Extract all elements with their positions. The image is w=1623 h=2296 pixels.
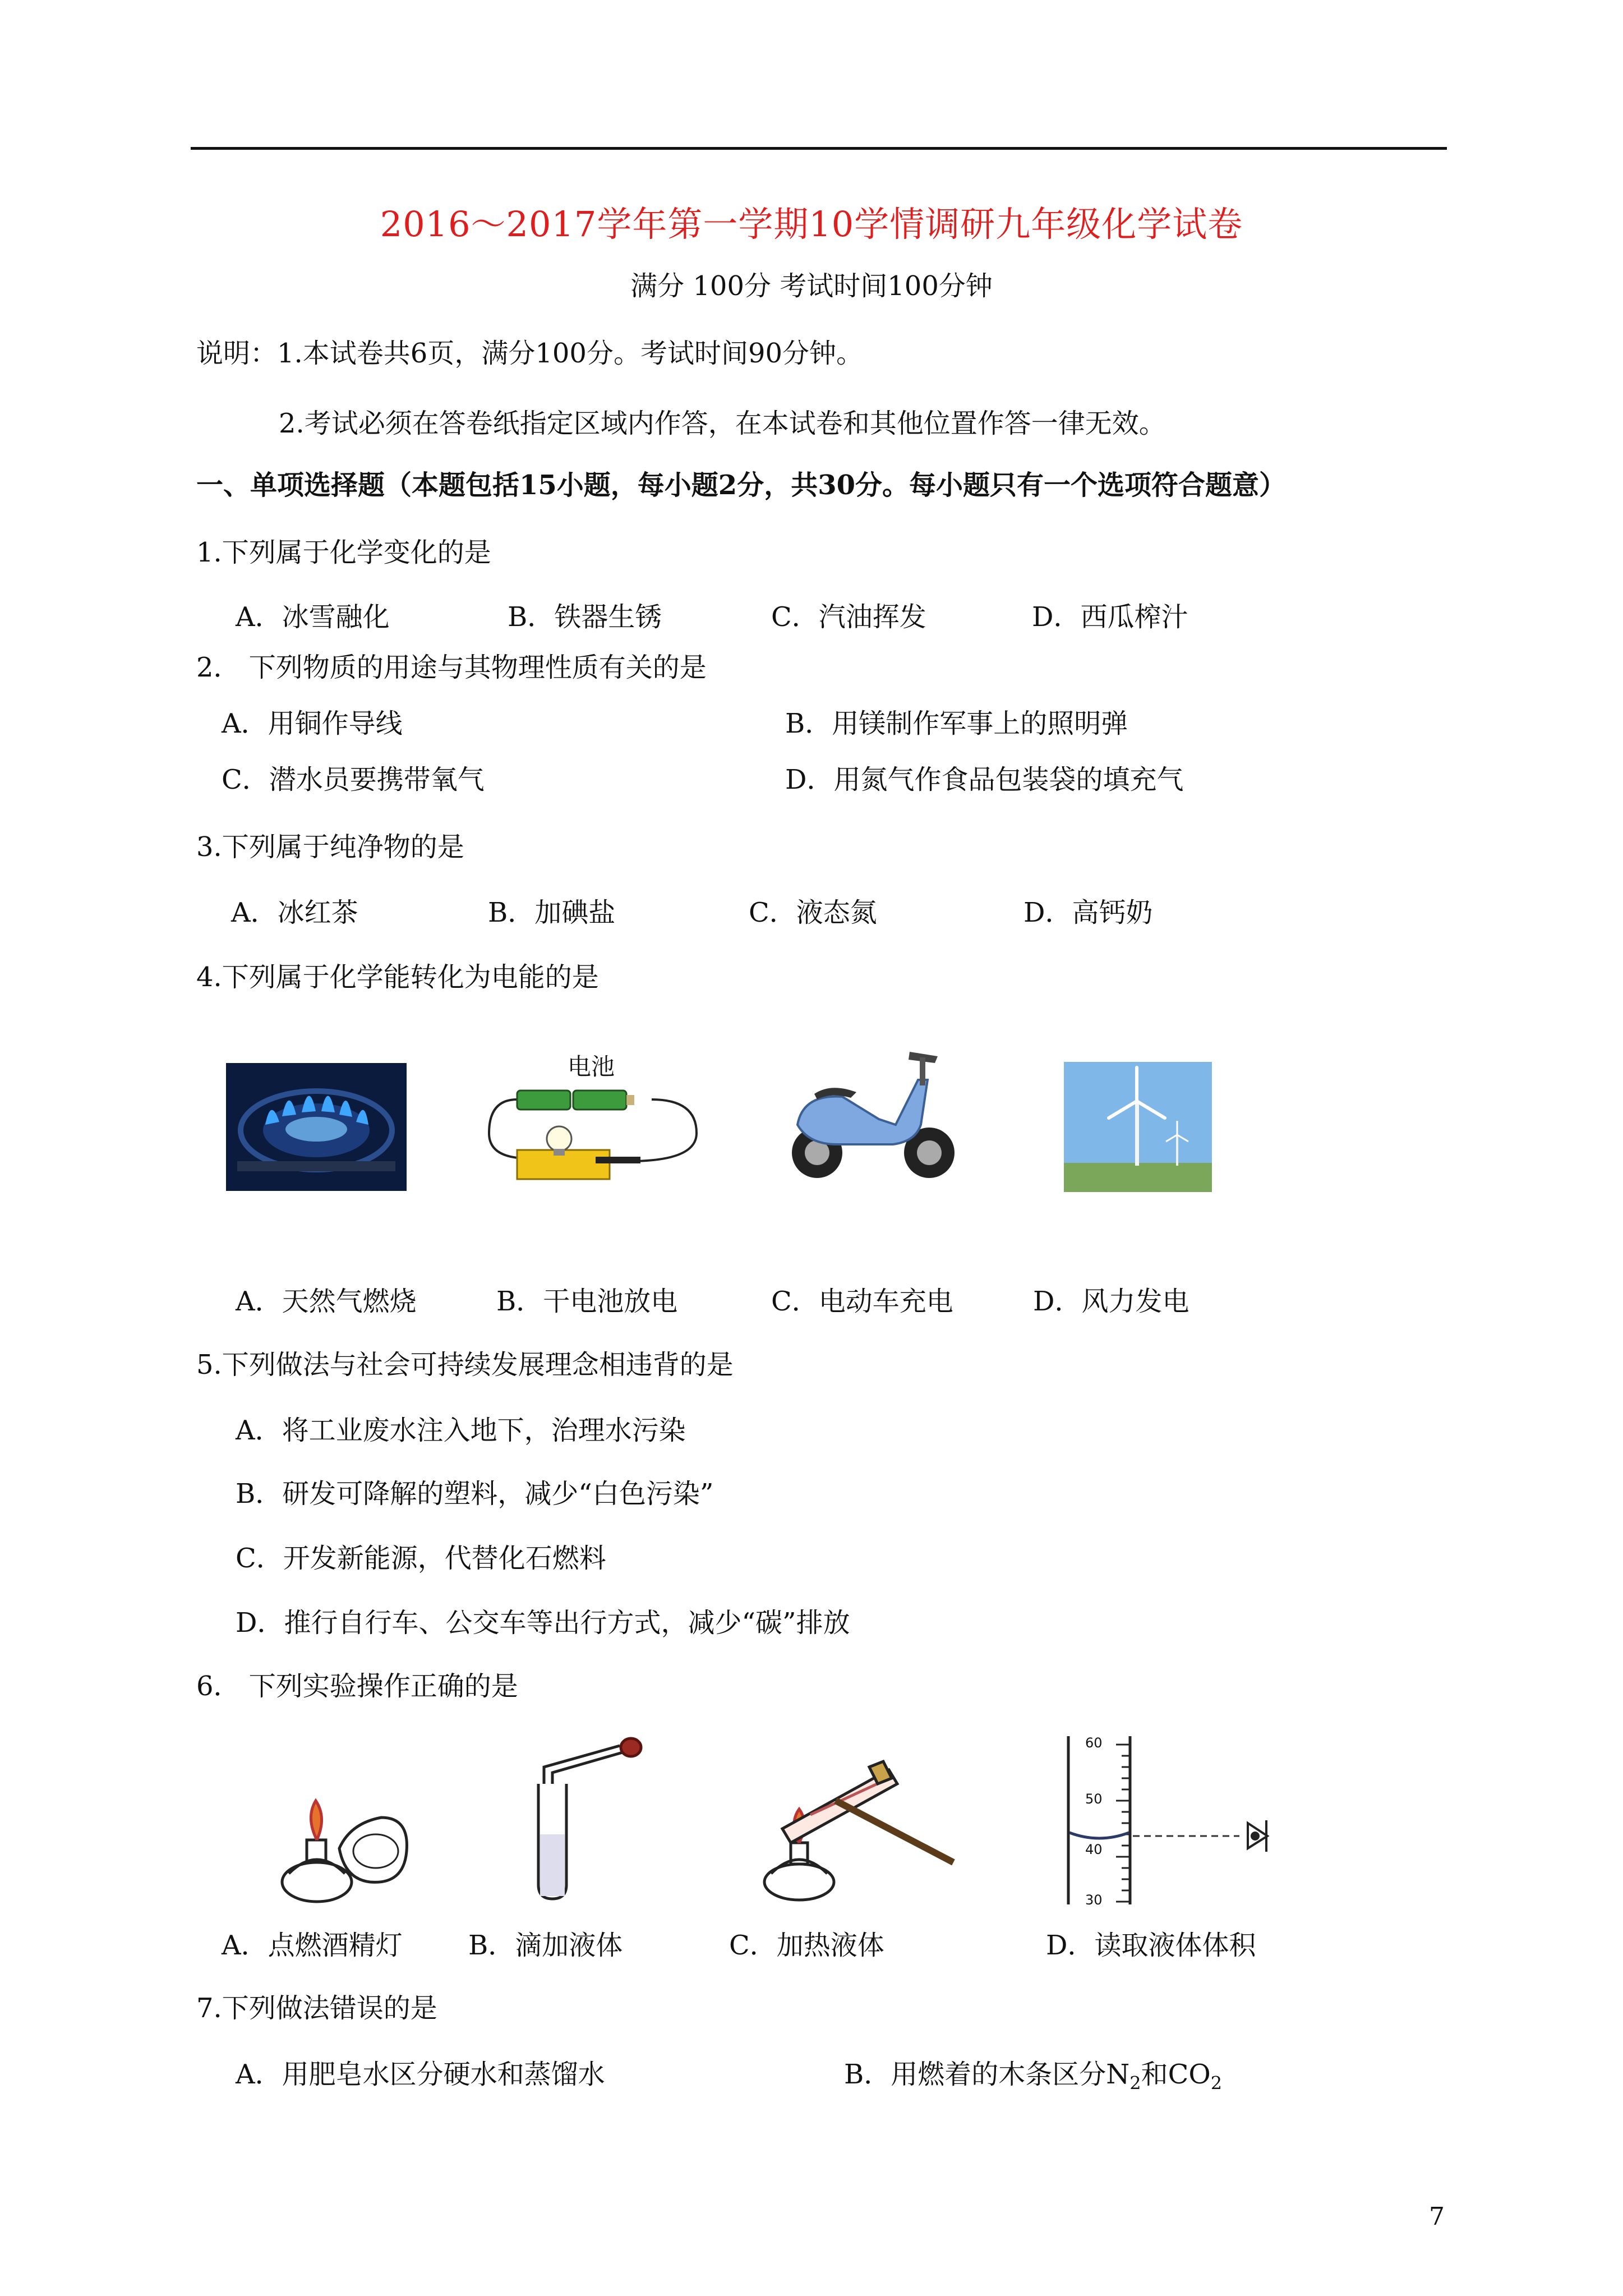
question-stem: 5.下列做法与社会可持续发展理念相违背的是: [196, 1349, 734, 1381]
question-stem: 1.下列属于化学变化的是: [196, 537, 491, 568]
option-c: C．开发新能源，代替化石燃料: [236, 1543, 606, 1574]
gas-stove-flame-image: [226, 1063, 407, 1191]
option-a: A．用铜作导线: [222, 708, 403, 739]
option-c: C．加热液体: [729, 1930, 884, 1961]
option-b: [844, 2058, 1222, 2100]
question-stem: 6． 下列实验操作正确的是: [196, 1671, 518, 1702]
subscript: 2: [1210, 2072, 1223, 2094]
scale-label: 50: [1085, 1791, 1103, 1807]
scale-label: 30: [1085, 1892, 1103, 1908]
question-stem: 2． 下列物质的用途与其物理性质有关的是: [196, 652, 707, 683]
option-c: C．汽油挥发: [771, 601, 926, 633]
option-a: A．用肥皂水区分硬水和蒸馏水: [236, 2059, 605, 2090]
option-c: C．液态氮: [749, 897, 877, 928]
subscript: 2: [1129, 2072, 1141, 2094]
option-b-text: B．用燃着的木条区分N: [844, 2059, 1130, 2090]
scale-label: 40: [1085, 1842, 1103, 1857]
option-b: B．研发可降解的塑料，减少“白色污染”: [236, 1478, 714, 1510]
reading-liquid-volume-image: [1054, 1736, 1290, 1916]
option-d: D．高钙奶: [1023, 897, 1153, 928]
option-c: C．电动车充电: [771, 1286, 953, 1317]
question-stem: 3.下列属于纯净物的是: [196, 831, 464, 863]
option-d: D．推行自行车、公交车等出行方式，减少“碳”排放: [236, 1607, 850, 1639]
page-number: 7: [1429, 2202, 1445, 2231]
option-d: D．风力发电: [1033, 1286, 1189, 1317]
option-b: B．用镁制作军事上的照明弹: [785, 708, 1128, 739]
dropping-liquid-image: [524, 1733, 648, 1902]
note-1: 说明：1.本试卷共6页，满分100分。考试时间90分钟。: [196, 338, 864, 369]
question-stem: 4.下列属于化学能转化为电能的是: [196, 961, 599, 993]
page-title: 2016～2017学年第一学期10学情调研九年级化学试卷: [380, 204, 1243, 245]
option-d: D．西瓜榨汁: [1032, 601, 1188, 633]
option-b: B．铁器生锈: [508, 601, 662, 633]
option-b: B．干电池放电: [496, 1286, 678, 1317]
option-b: B．滴加液体: [468, 1930, 623, 1961]
note-2: 2.考试必须在答卷纸指定区域内作答，在本试卷和其他位置作答一律无效。: [279, 408, 1166, 439]
heating-liquid-image: [749, 1745, 962, 1907]
scale-label: 60: [1085, 1735, 1103, 1751]
option-a: A．点燃酒精灯: [222, 1930, 403, 1961]
option-b: B．加碘盐: [488, 897, 616, 928]
option-c: C．潜水员要携带氧气: [222, 764, 485, 795]
option-b-text-2: 和CO: [1141, 2059, 1211, 2090]
option-d: D．用氮气作食品包装袋的填充气: [785, 764, 1184, 795]
battery-label: 电池: [568, 1053, 615, 1080]
option-a: A．冰雪融化: [236, 601, 390, 633]
electric-scooter-image: [781, 1041, 960, 1184]
option-a: A．天然气燃烧: [236, 1286, 417, 1317]
question-stem: 7.下列做法错误的是: [196, 1993, 437, 2024]
alcohol-lamp-lighting-image: [278, 1773, 415, 1907]
subtitle: 满分 100分 考试时间100分钟: [630, 270, 993, 302]
option-d: D．读取液体体积: [1046, 1930, 1256, 1961]
battery-circuit-image: [483, 1083, 702, 1189]
option-a: A．冰红茶: [231, 897, 358, 928]
option-a: A．将工业废水注入地下，治理水污染: [236, 1415, 686, 1446]
wind-turbine-image: [1064, 1062, 1212, 1192]
section-heading: 一、单项选择题（本题包括15小题，每小题2分，共30分。每小题只有一个选项符合题意）: [196, 470, 1286, 501]
header-rule: [191, 147, 1447, 150]
